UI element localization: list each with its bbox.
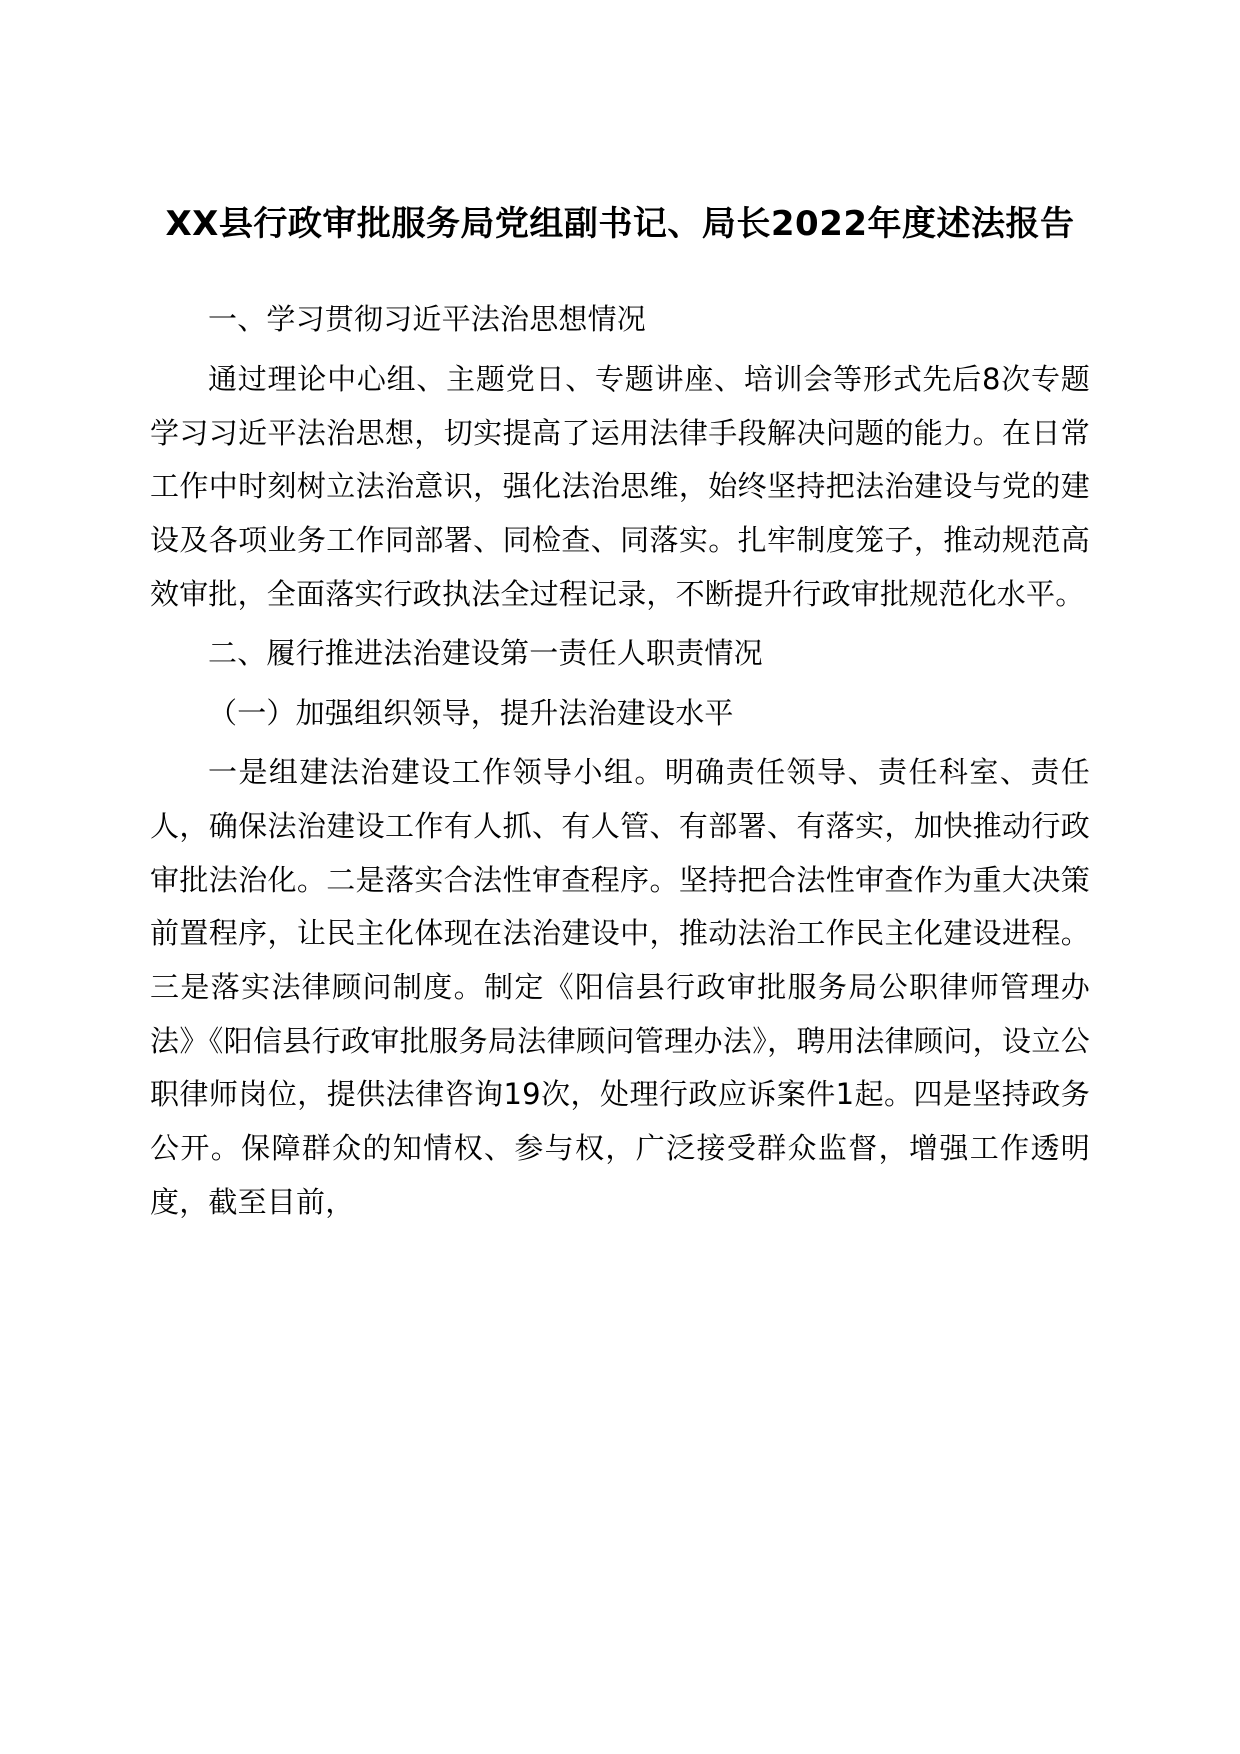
paragraph-subsection-1-heading: （一）加强组织领导，提升法治建设水平 (208, 695, 734, 730)
paragraph-subsection-1-body: 一是组建法治建设工作领导小组。明确责任领导、责任科室、责任人，确保法治建设工作有人抓、有人管、有部署、有落实，加快推动行政审批法治化。二是落实合法性审查程序。坚持把合法性审查作为重大决策前置程序，让民主化体现在法治建设中，推动法治工作民主化建设进程。三是落实法律顾问制度。制定《阳信县行政审批服务局公职律师管理办法》《阳信县行政审批服务局法律顾问管理办法》，聘用法律顾问，设立公职律师岗位，提供法律咨询19次，处理行政应诉案件1起。四是坚持政务公开。保障群众的知情权、参与权，广泛接受群众监督，增强工作透明度，截至目前， (150, 755, 1090, 1219)
paragraph-section-1-body: 通过理论中心组、主题党日、专题讲座、培训会等形式先后8次专题学习习近平法治思想，切实提高了运用法律手段解决问题的能力。在日常工作中时刻树立法治意识，强化法治思维，始终坚持把法治建设与党的建设及各项业务工作同部署、同检查、同落实。扎牢制度笼子，推动规范高效审批，全面落实行政执法全过程记录，不断提升行政审批规范化水平。 (150, 361, 1090, 611)
paragraph-section-1-heading: 一、学习贯彻习近平法治思想情况 (208, 302, 647, 337)
paragraph-section-2-heading: 二、履行推进法治建设第一责任人职责情况 (208, 636, 763, 671)
page-title: XX县行政审批服务局党组副书记、局长2022年度述法报告 (165, 204, 1075, 244)
